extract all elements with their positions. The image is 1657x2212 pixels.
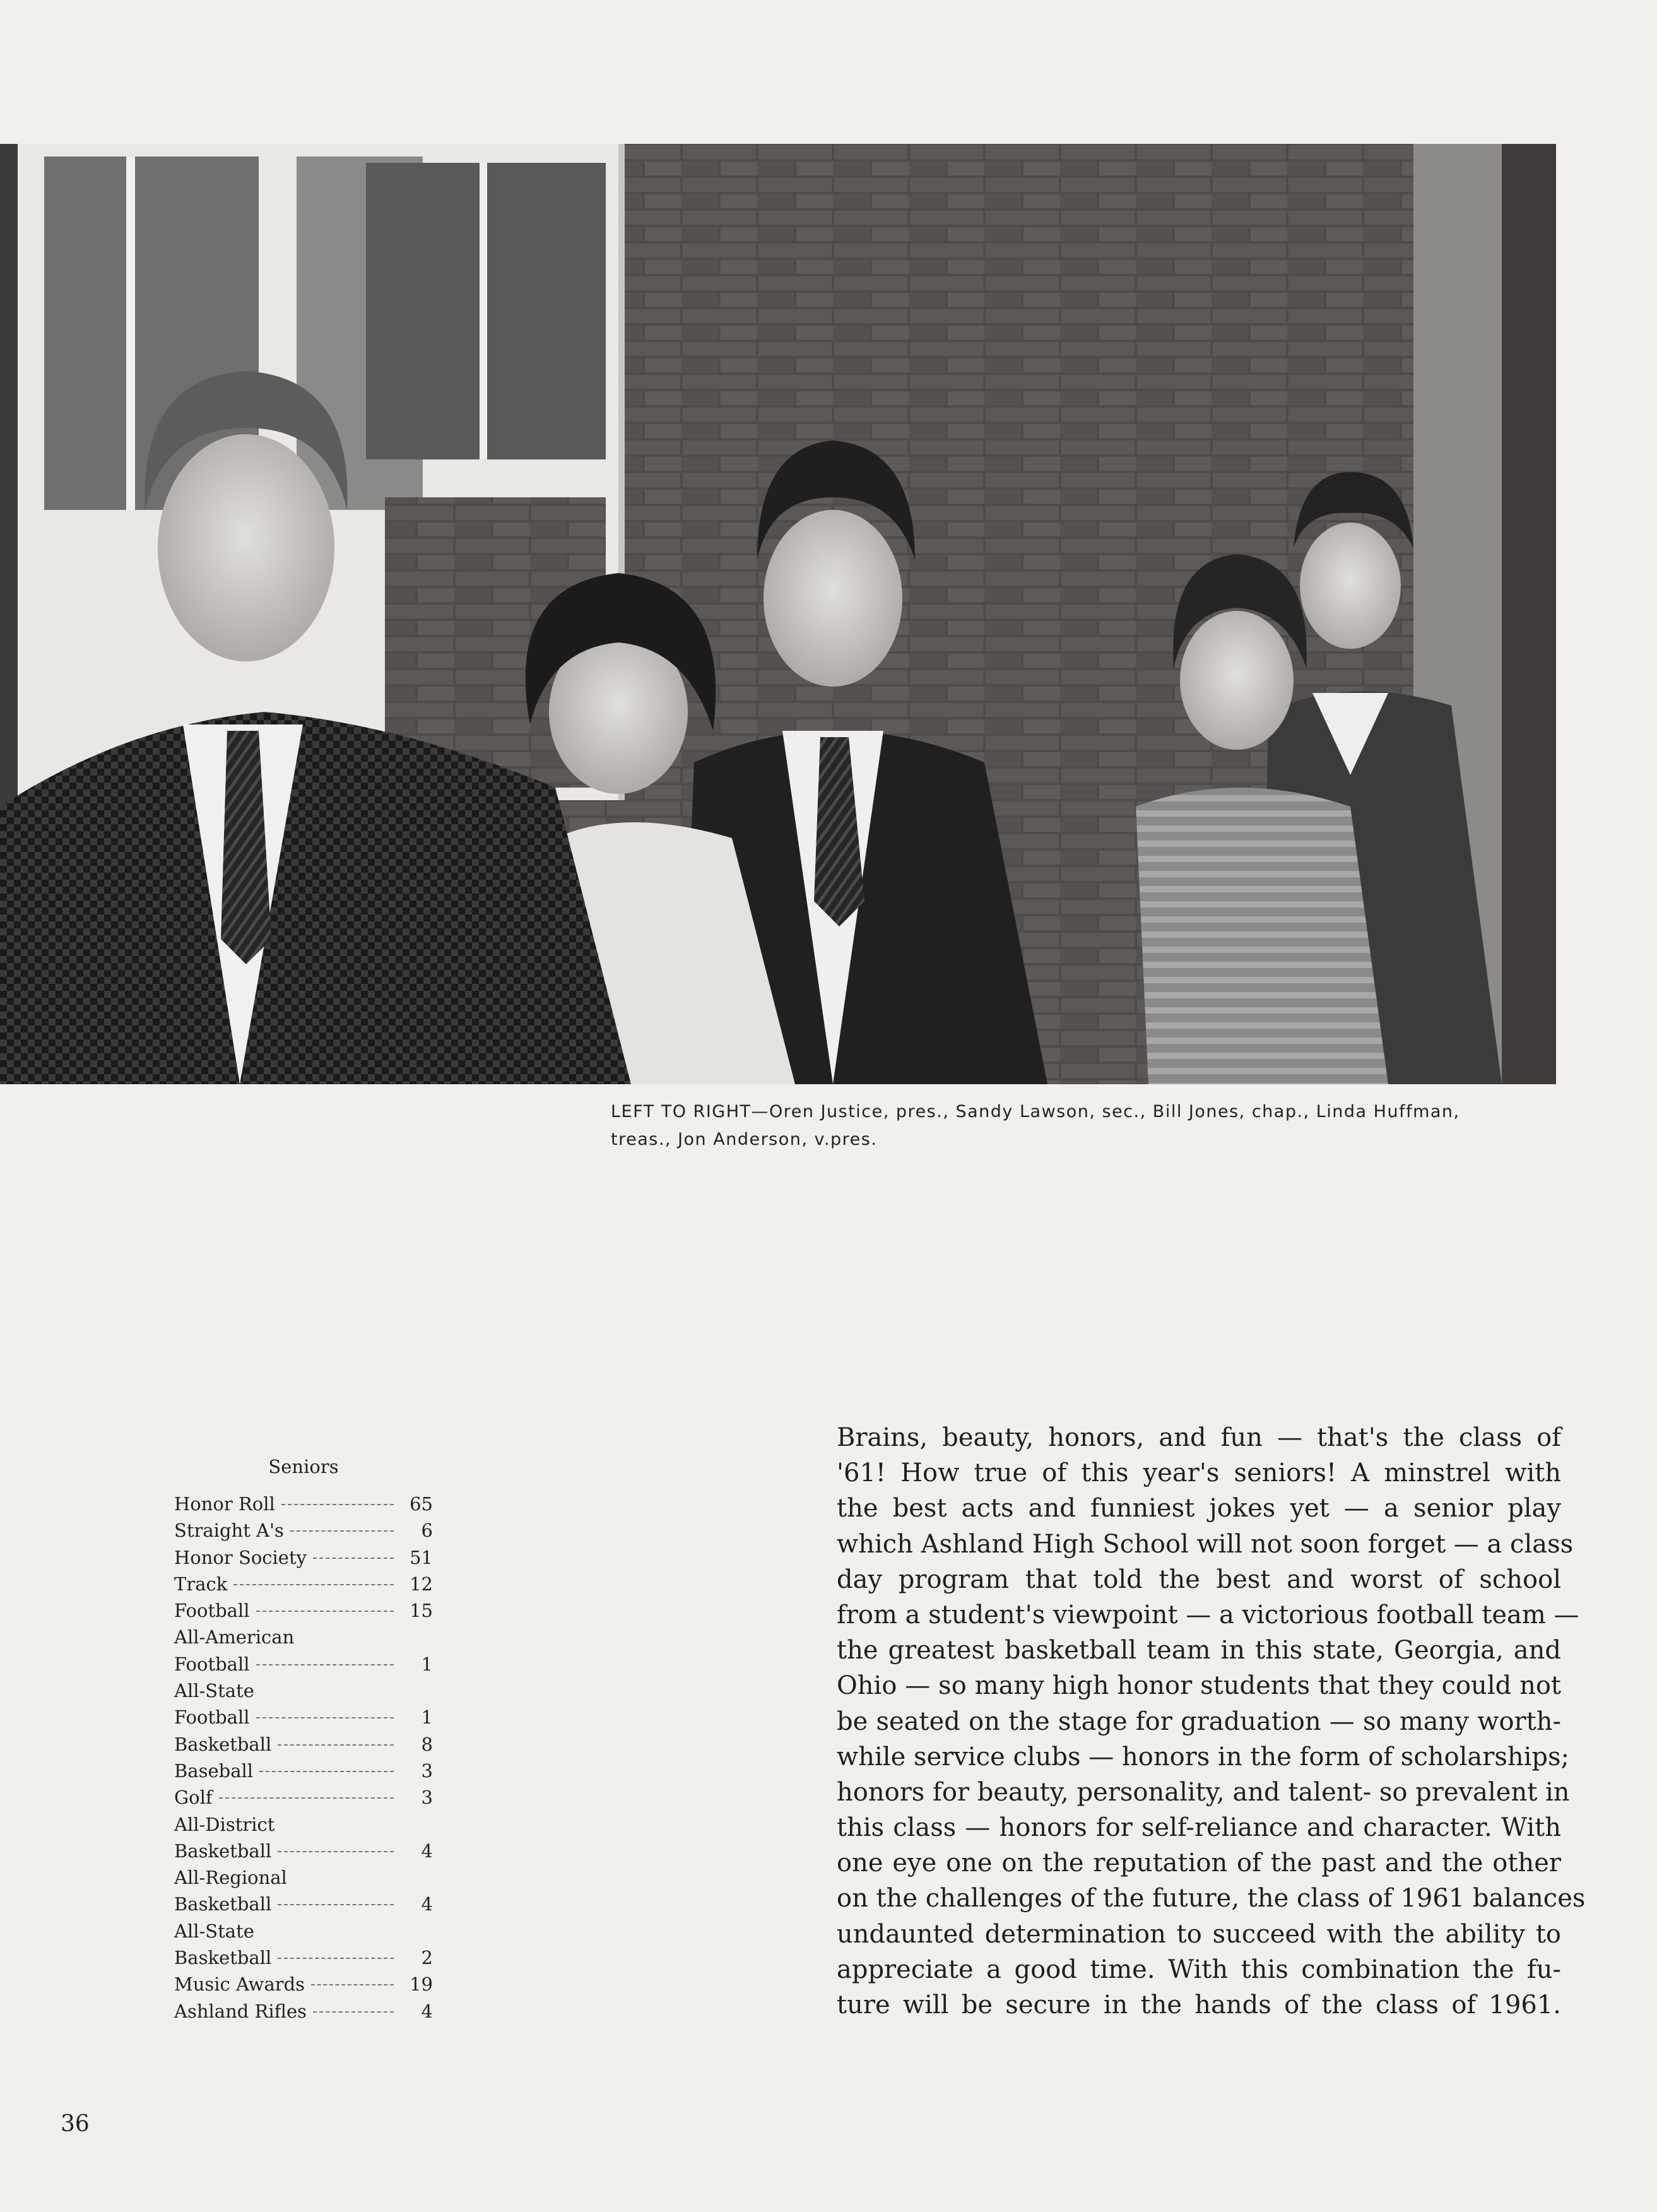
honors-count: 4 <box>421 1893 433 1915</box>
article-line: honors for beauty, personality, and talent- so prevalent in <box>837 1777 1570 1807</box>
article-line: on the challenges of the future, the class of 1961 balances <box>837 1884 1586 1913</box>
article-line: Ohio — so many high honor students that they could not <box>837 1671 1561 1701</box>
leader-dots <box>278 1958 394 1959</box>
honors-label: Straight A's <box>174 1520 284 1542</box>
honors-label: Football <box>174 1706 250 1729</box>
honors-label: All-State <box>174 1680 254 1702</box>
leader-dots <box>311 1984 394 1985</box>
article-line: while service clubs — honors in the form of scholarships; <box>837 1742 1570 1771</box>
honors-row <box>174 1491 433 1517</box>
photo-caption <box>611 1098 1557 1154</box>
article-line: appreciate a good time. With this combination the fu- <box>837 1955 1561 1984</box>
honors-row <box>174 1838 433 1864</box>
honors-row <box>174 1811 433 1838</box>
article-line: day program that told the best and worst of school <box>837 1564 1561 1594</box>
photo-illustration <box>0 144 1556 1084</box>
honors-row <box>174 1704 433 1730</box>
honors-row <box>174 1944 433 1971</box>
honors-count: 8 <box>421 1733 433 1755</box>
honors-label: Golf <box>174 1787 213 1809</box>
honors-count: 51 <box>410 1546 433 1568</box>
seniors-honors-table <box>174 1452 433 2025</box>
honors-count: 4 <box>421 2000 433 2022</box>
honors-count: 15 <box>410 1600 433 1622</box>
honors-label: Basketball <box>174 1733 272 1755</box>
leader-dots <box>281 1504 394 1505</box>
article-line: ture will be secure in the hands of the class of 1961. <box>837 1990 1561 2020</box>
honors-count: 6 <box>421 1520 433 1542</box>
honors-row <box>174 1918 433 1944</box>
leader-dots <box>256 1664 394 1665</box>
leader-dots <box>313 1558 394 1559</box>
honors-row <box>174 1624 433 1650</box>
honors-count: 4 <box>421 1840 433 1862</box>
leader-dots <box>278 1904 394 1905</box>
honors-label: All-State <box>174 1920 254 1942</box>
article-line: this class — honors for self-reliance and character. With <box>837 1813 1561 1843</box>
honors-count: 2 <box>421 1947 433 1969</box>
honors-label: Baseball <box>174 1760 254 1782</box>
honors-label: All-American <box>174 1626 295 1648</box>
honors-row <box>174 1517 433 1544</box>
leader-dots <box>256 1717 394 1718</box>
honors-label: Football <box>174 1653 250 1675</box>
article-line: one eye one on the reputation of the past and the other <box>837 1848 1561 1878</box>
honors-row <box>174 1891 433 1917</box>
honors-row <box>174 1731 433 1758</box>
article-line: undaunted determination to succeed with the ability to <box>837 1919 1561 1949</box>
honors-count: 1 <box>421 1706 433 1729</box>
article-line: Brains, beauty, honors, and fun — that's the class of <box>837 1423 1561 1452</box>
article-paragraph <box>837 1420 1586 2023</box>
leader-dots <box>219 1797 394 1799</box>
leader-dots <box>259 1771 394 1772</box>
honors-label: Honor Roll <box>174 1493 275 1515</box>
honors-label: Track <box>174 1573 228 1595</box>
honors-row <box>174 1784 433 1811</box>
leader-dots <box>290 1530 394 1532</box>
honors-row <box>174 1758 433 1784</box>
article-line: '61! How true of this year's seniors! A minstrel with <box>837 1458 1561 1488</box>
honors-count: 1 <box>421 1653 433 1675</box>
honors-row <box>174 1971 433 1997</box>
article-line: which Ashland High School will not soon forget — a class <box>837 1529 1574 1559</box>
honors-label: Basketball <box>174 1947 272 1969</box>
article-line: the best acts and funniest jokes yet — a senior play <box>837 1494 1561 1523</box>
caption-line: LEFT TO RIGHT—Oren Justice, pres., Sandy Lawson, sec., Bill Jones, chap., Linda Huffman, <box>611 1102 1460 1121</box>
caption-line: treas., Jon Anderson, v.pres. <box>611 1130 878 1149</box>
honors-count: 65 <box>410 1493 433 1515</box>
honors-row <box>174 1544 433 1571</box>
honors-count: 12 <box>410 1573 433 1595</box>
leader-dots <box>313 2011 394 2013</box>
honors-label: Basketball <box>174 1840 272 1862</box>
honors-row <box>174 1677 433 1704</box>
honors-row <box>174 1864 433 1891</box>
class-officers-photo <box>0 144 1556 1084</box>
article-line: the greatest basketball team in this state, Georgia, and <box>837 1636 1561 1665</box>
leader-dots <box>256 1611 394 1612</box>
honors-label: Honor Society <box>174 1546 307 1568</box>
honors-title: Seniors <box>268 1456 339 1477</box>
honors-row <box>174 1651 433 1677</box>
honors-rows <box>174 1491 433 2025</box>
honors-label: All-District <box>174 1813 275 1835</box>
honors-label: Ashland Rifles <box>174 2000 307 2022</box>
article-line: be seated on the stage for graduation — so many worth- <box>837 1706 1561 1736</box>
honors-count: 19 <box>410 1973 433 1996</box>
honors-label: Football <box>174 1600 250 1622</box>
page-number: 36 <box>61 2111 90 2137</box>
leader-dots <box>278 1851 394 1852</box>
honors-label: Music Awards <box>174 1973 305 1996</box>
honors-row <box>174 1597 433 1624</box>
honors-count: 3 <box>421 1787 433 1809</box>
honors-count: 3 <box>421 1760 433 1782</box>
honors-row <box>174 1998 433 2025</box>
honors-label: Basketball <box>174 1893 272 1915</box>
leader-dots <box>278 1744 394 1746</box>
honors-label: All-Regional <box>174 1867 287 1889</box>
article-line: from a student's viewpoint — a victorious football team — <box>837 1600 1579 1629</box>
leader-dots <box>233 1584 394 1585</box>
honors-row <box>174 1571 433 1597</box>
